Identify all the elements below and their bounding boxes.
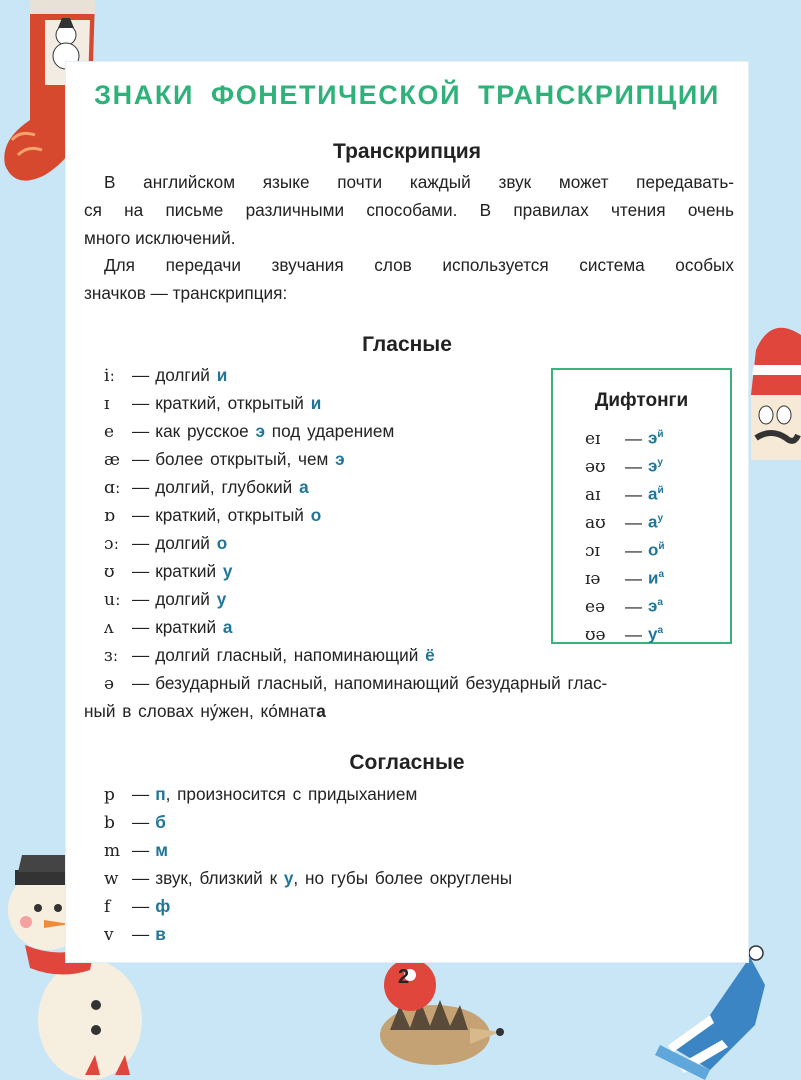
consonant-description: звук, близкий к [155,868,284,888]
vowel-schwa-row [104,669,736,698]
page-number: 2 [398,966,410,988]
dash: — [132,924,150,944]
russian-equivalent: о [648,540,659,560]
russian-equivalent: м [155,840,168,860]
vowels-heading: Гласные [362,333,452,356]
para1-line-3: много исключений. [84,228,236,248]
dash: — [625,484,642,504]
consonant-row [104,836,168,865]
vowel-row [104,389,321,418]
transcription-paragraph-2 [84,251,734,307]
phonetic-symbol: ɑː [104,478,121,498]
vowel-description: долгий [155,365,217,385]
phonetic-symbol: uː [104,590,121,610]
vowel-row [104,417,394,446]
russian-equivalent: э [335,449,345,469]
dash: — [625,624,642,644]
diphthong-row [585,449,663,481]
blue-hat-illustration [650,945,801,1080]
diphthong-row [585,589,663,621]
dash: — [132,477,150,497]
vowel-description: как русское [155,421,256,441]
page-title: ЗНАКИ ФОНЕТИЧЕСКОЙ ТРАНСКРИПЦИИ [94,80,720,110]
russian-equivalent: а [648,484,658,504]
phonetic-symbol: eə [585,596,606,617]
phonetic-symbol: ʊ [104,562,115,582]
russian-superscript: у [657,457,663,468]
diphthong-row [585,533,665,565]
phonetic-symbol: b [104,813,115,833]
phonetic-symbol: f [104,897,111,917]
dash: — [625,456,642,476]
phonetic-symbol: ɔː [104,534,120,554]
russian-equivalent: у [648,624,658,644]
vowel-description: краткий [155,617,223,637]
russian-superscript: а [657,597,663,608]
dash: — [132,868,150,888]
phonetic-symbol: æ [104,450,120,470]
vowel-row [104,473,309,502]
diphthongs-heading: Дифтонги [594,390,689,411]
dash: — [132,645,150,665]
vowel-row [104,445,345,474]
russian-equivalent: и [310,393,322,413]
consonant-row [104,892,170,921]
vowel-description: долгий [155,533,217,553]
russian-equivalent: п [155,784,166,804]
dash: — [132,673,150,693]
diphthongs-box [551,368,732,644]
schwa-line-2-bold: а [316,701,326,721]
diphthong-row [585,617,663,649]
dash: — [132,393,150,413]
vowel-description: долгий [155,589,217,609]
para1-line-1: В английском языке почти каждый звук может передавать- [104,172,734,192]
consonant-row [104,864,512,893]
phonetic-symbol: ʊə [585,624,606,645]
dash: — [132,812,150,832]
para2-line-1: Для передачи звучания слов используется система особых [104,255,734,275]
para1-line-2: ся на письме различными способами. В правилах чтения очень [84,200,734,220]
phonetic-symbol: aɪ [585,484,601,505]
russian-equivalent: а [299,477,309,497]
phonetic-symbol: iː [104,366,116,386]
dash: — [625,596,642,616]
vowel-description: краткий, открытый [155,505,311,525]
worksheet-page [66,62,748,962]
vowel-row [104,501,321,530]
dash: — [132,896,150,916]
dash: — [132,561,150,581]
russian-equivalent: э [648,596,658,616]
russian-equivalent: о [216,533,228,553]
russian-superscript: а [658,569,665,580]
phonetic-symbol: ɜː [104,646,119,666]
russian-superscript: а [657,625,664,636]
russian-superscript: й [658,541,665,552]
russian-equivalent: и [648,568,659,588]
russian-equivalent: э [255,421,265,441]
diphthong-row [585,477,664,509]
consonant-row [104,920,166,949]
schwa-symbol: ə [104,674,115,694]
phonetic-symbol: ʌ [104,618,114,638]
russian-superscript: у [657,513,664,524]
dash: — [132,840,150,860]
dash: — [132,449,150,469]
phonetic-symbol: əʊ [585,456,606,477]
vowel-row [104,585,226,614]
dash: — [625,428,642,448]
consonant-row [104,780,417,809]
dash: — [132,589,150,609]
vowel-description: долгий гласный, напоминающий [155,645,426,665]
vowel-description: краткий, открытый [155,393,311,413]
vowel-description: более открытый, чем [155,449,336,469]
russian-equivalent: у [222,561,233,581]
phonetic-symbol: eɪ [585,428,601,449]
russian-superscript: й [657,485,664,496]
schwa-line-2: ный в словах ну́жен, ко́мнат [84,701,317,721]
dash: — [132,505,150,525]
phonetic-symbol: v [104,925,114,945]
para2-line-2: значков — транскрипция: [84,283,288,303]
russian-equivalent: у [216,589,227,609]
vowel-row [104,557,232,586]
russian-equivalent: у [283,868,294,888]
dash: — [132,617,150,637]
consonants-heading: Согласные [349,751,465,774]
russian-equivalent: а [222,617,233,637]
vowel-row [104,613,232,642]
striped-hat-creature-illustration [746,320,801,460]
consonant-row [104,808,166,837]
vowel-row [104,641,435,670]
russian-equivalent: в [155,924,166,944]
russian-equivalent: о [310,505,322,525]
russian-equivalent: э [648,456,658,476]
phonetic-symbol: m [104,841,121,861]
dash: — [132,421,150,441]
hedgehog-illustration [360,960,510,1070]
consonant-note: , произносится с придыханием [165,784,418,804]
russian-equivalent: и [216,365,228,385]
dash: — [132,784,150,804]
russian-equivalent: б [155,812,166,832]
phonetic-symbol: ɪə [585,568,601,589]
vowel-row [104,361,227,390]
vowel-row [104,529,227,558]
russian-equivalent: ё [425,645,435,665]
phonetic-symbol: ɪ [104,394,110,414]
vowel-schwa-row-2 [84,697,326,725]
dash: — [132,533,150,553]
phonetic-symbol: ɔɪ [585,540,600,561]
dash: — [625,568,642,588]
phonetic-symbol: ɒ [104,506,115,526]
vowel-description: долгий, глубокий [155,477,300,497]
diphthong-row [585,505,663,537]
dash: — [132,365,150,385]
phonetic-symbol: e [104,422,115,442]
transcription-heading: Транскрипция [333,140,481,163]
dash: — [625,512,642,532]
russian-equivalent: а [648,512,658,532]
vowel-note: под ударением [265,421,395,441]
diphthong-row [585,561,664,593]
russian-equivalent: ф [155,896,171,916]
phonetic-symbol: aʊ [585,512,606,533]
phonetic-symbol: p [104,785,115,805]
russian-equivalent: э [648,428,658,448]
phonetic-symbol: w [104,869,119,889]
schwa-line-1: безударный гласный, напоминающий безударный глас- [155,673,608,693]
diphthong-row [585,421,664,453]
russian-superscript: й [657,429,664,440]
transcription-paragraph-1 [84,168,734,252]
consonant-note: , но губы более округлены [293,868,513,888]
dash: — [625,540,642,560]
vowel-description: краткий [155,561,223,581]
